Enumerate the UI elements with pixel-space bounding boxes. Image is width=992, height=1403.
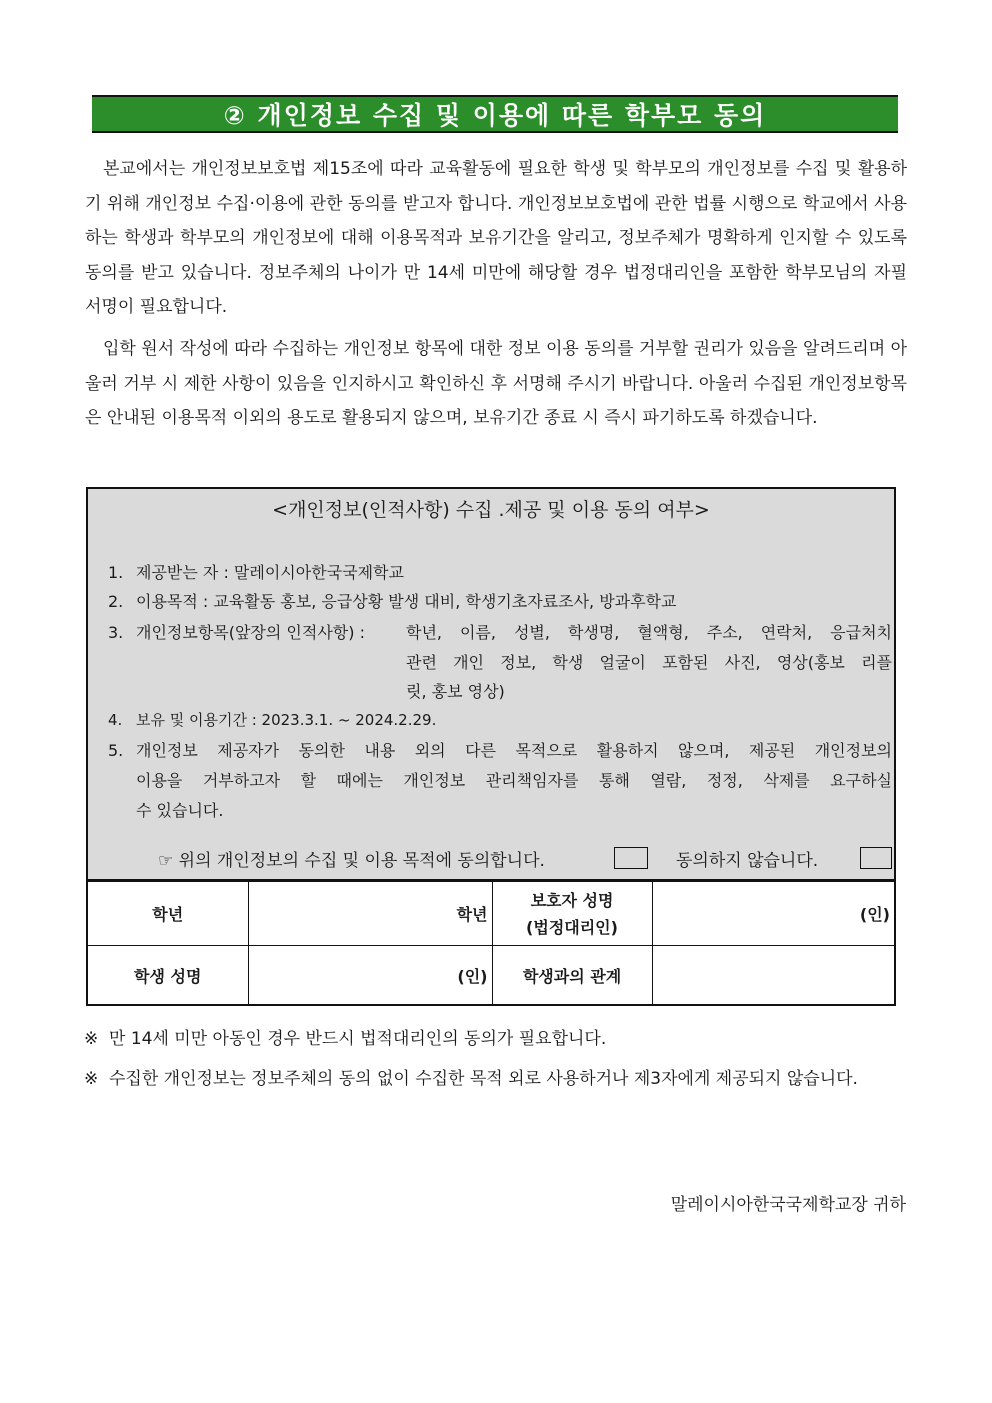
seal-mark: (인) (457, 967, 488, 986)
guardian-name-label (492, 882, 652, 946)
item-text-line-3: 수 있습니다. (136, 801, 224, 820)
section-title-bar (92, 95, 898, 133)
grade-suffix: 학년 (456, 905, 488, 924)
item-text-line-2: 관련 개인 정보, 학생 얼굴이 포함된 사진, 영상(홍보 리플 (406, 653, 892, 672)
reference-mark-icon: ※ (84, 1029, 99, 1049)
item-text: 보유 및 이용기간 : 2023.3.1. ~ 2024.2.29. (136, 711, 437, 729)
item-number: 5. (108, 741, 124, 760)
table-row (88, 882, 894, 946)
recipient-footer: 말레이시아한국국제학교장 귀하 (670, 1195, 906, 1215)
item-number: 1. (108, 563, 124, 582)
agree-label: ☞ 위의 개인정보의 수집 및 이용 목적에 동의합니다. (158, 851, 545, 871)
note-1-text: 만 14세 미만 아동인 경우 반드시 법적대리인의 동의가 필요합니다. (109, 1029, 607, 1049)
grade-field[interactable] (248, 882, 492, 946)
student-name-label: 학생 성명 (88, 946, 248, 1006)
item-label: 개인정보항목(앞장의 인적사항) : (136, 623, 365, 642)
guardian-label-line-2: (법정대리인) (526, 917, 618, 937)
consent-box (86, 487, 896, 1006)
intro-paragraph-2-text: 입학 원서 작성에 따라 수집하는 개인정보 항목에 대한 정보 이용 동의를 거부할 권리가 있음을 알려드리며 아울러 거부 시 제한 사항이 있음을 인지하시고 확인하신 후 서명해 주시기 바랍니다. 아울러 수집된 개인정보항목은 안내된 이용목적 이외의 용도로 활용되지 않으며, 보유기간 종료 시 즉시 파기하도록 하겠습니다. (85, 339, 907, 428)
consent-info-area (88, 489, 894, 881)
note-1 (84, 1020, 906, 1058)
student-name-field[interactable] (248, 946, 492, 1006)
consent-item-5 (108, 736, 892, 826)
item-number: 4. (108, 711, 123, 729)
item-text: 제공받는 자 : 말레이시아한국국제학교 (136, 563, 404, 582)
agree-checkbox[interactable] (614, 847, 648, 869)
relation-field[interactable] (652, 946, 894, 1006)
consent-heading: <개인정보(인적사항) 수집 .제공 및 이용 동의 여부> (272, 499, 710, 521)
item-number: 2. (108, 592, 124, 611)
grade-label: 학년 (88, 882, 248, 946)
guardian-label-line-1: 보호자 성명 (530, 890, 614, 910)
item-text-line-2: 이용을 거부하고자 할 때에는 개인정보 관리책임자를 통해 열람, 정정, 삭제를 요구하실 (136, 771, 892, 790)
item-number: 3. (108, 623, 124, 642)
note-2 (84, 1060, 906, 1140)
intro-paragraph-1 (85, 152, 907, 325)
note-2-text: 수집한 개인정보는 정보주체의 동의 없이 수집한 목적 외로 사용하거나 제3자에게 제공되지 않습니다. (109, 1069, 858, 1089)
item-text-line-3: 릿, 홍보 영상) (406, 682, 505, 701)
consent-item-3 (108, 618, 892, 708)
item-text: 이용목적 : 교육활동 홍보, 응급상황 발생 대비, 학생기초자료조사, 방과후학교 (136, 592, 677, 611)
seal-mark: (인) (859, 905, 890, 924)
item-text-line-1: 개인정보 제공자가 동의한 내용 외의 다른 목적으로 활용하지 않으며, 제공된 개인정보의 (136, 741, 892, 760)
signature-table (88, 881, 894, 1005)
intro-paragraph-1-text: 본교에서는 개인정보보호법 제15조에 따라 교육활동에 필요한 학생 및 학부모의 개인정보를 수집 및 활용하기 위해 개인정보 수집·이용에 관한 동의를 받고자 합니다. 개인정보보호법에 관한 법률 시행으로 학교에서 사용하는 학생과 학부모의 개인정보에 대해 이용목적과 보유기간을 알리고, 정보주체가 명확하게 인지할 수 있도록 동의를 받고 있습니다. 정보주체의 나이가 만 14세 미만에 해당할 경우 법정대리인을 포함한 학부모님의 자필 서명이 필요합니다. (85, 159, 907, 317)
item-text-line-1: 학년, 이름, 성별, 학생명, 혈액형, 주소, 연락처, 응급처치 (406, 623, 892, 642)
disagree-checkbox[interactable] (860, 847, 892, 869)
relation-label: 학생과의 관계 (492, 946, 652, 1006)
guardian-name-field[interactable] (652, 882, 894, 946)
disagree-label: 동의하지 않습니다. (676, 851, 819, 871)
section-title: ② 개인정보 수집 및 이용에 따른 학부모 동의 (223, 101, 767, 130)
reference-mark-icon: ※ (84, 1069, 99, 1089)
table-row (88, 946, 894, 1006)
intro-paragraph-2 (85, 332, 907, 436)
